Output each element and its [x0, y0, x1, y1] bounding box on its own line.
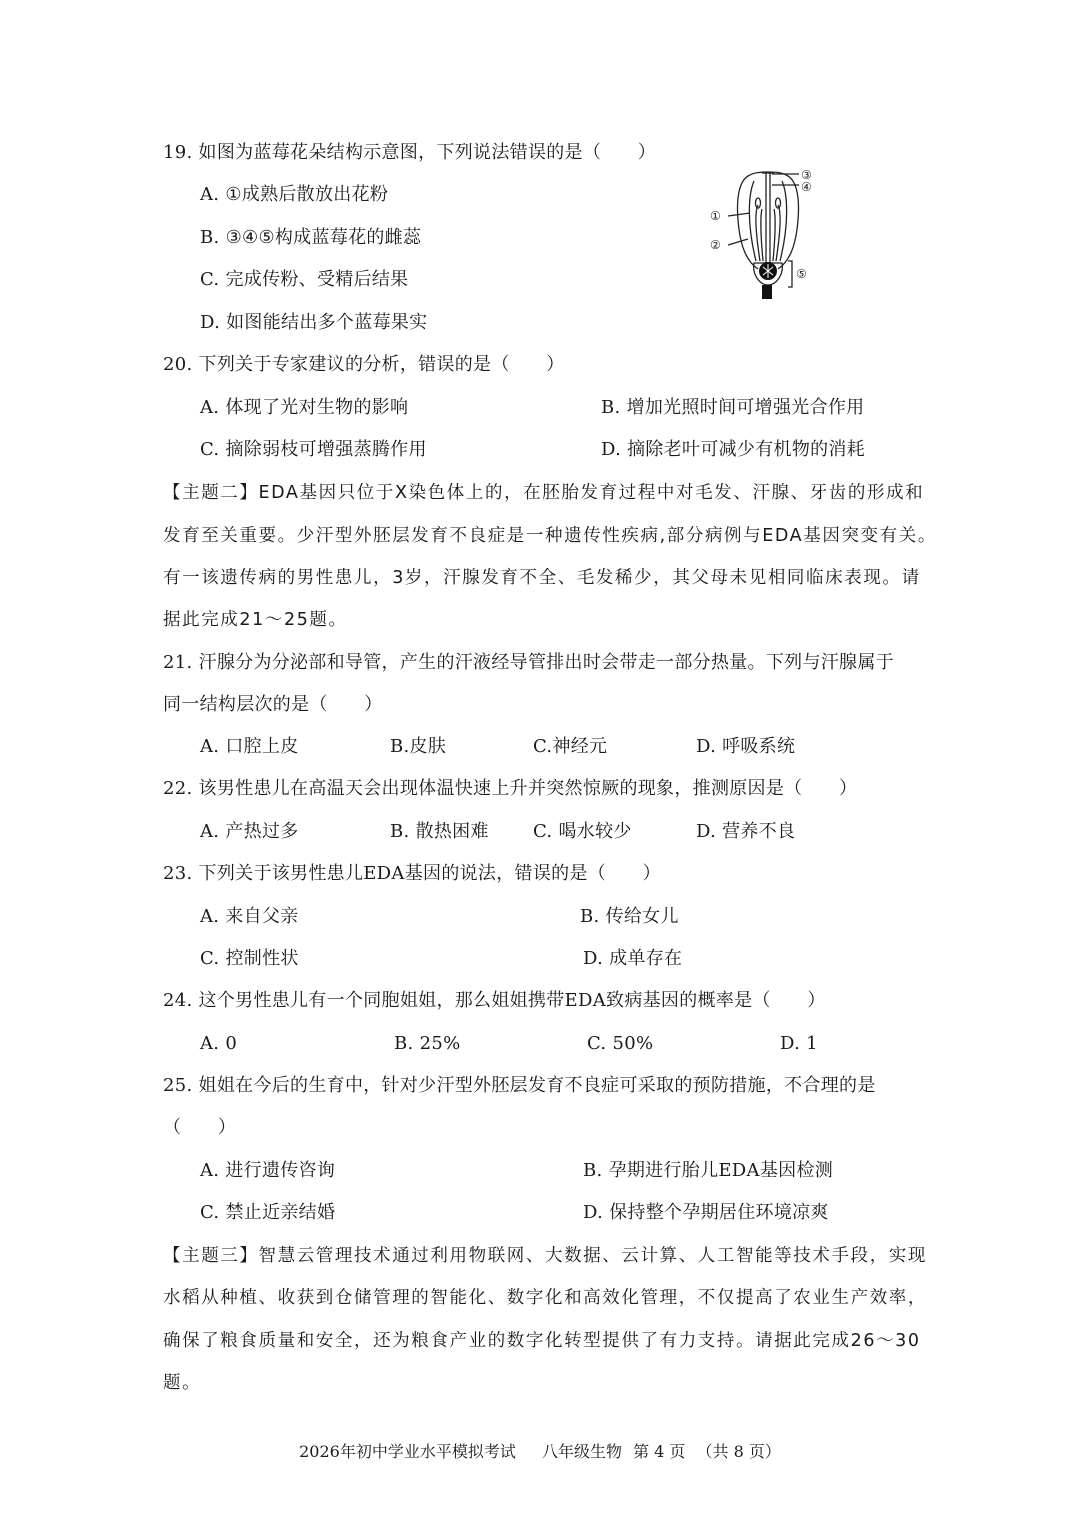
q20-option-d: D. 摘除老叶可减少有机物的消耗	[601, 439, 866, 460]
q22-option-b: B. 散热困难	[390, 821, 489, 842]
topic2-line-4: 据此完成21～25题。	[163, 610, 348, 630]
q20-option-a: A. 体现了光对生物的影响	[200, 397, 409, 418]
q20-stem: 20. 下列关于专家建议的分析，错误的是（ ）	[163, 354, 565, 375]
q19-stem: 19. 如图为蓝莓花朵结构示意图，下列说法错误的是（ ）	[163, 142, 657, 163]
q21-option-b: B.皮肤	[390, 736, 447, 757]
q21-stem-line-1: 21. 汗腺分为分泌部和导管，产生的汗液经导管排出时会带走一部分热量。下列与汗腺属于	[163, 652, 894, 673]
topic3-line-2: 水稻从种植、收获到仓储管理的智能化、数字化和高效化管理，不仅提高了农业生产效率，	[163, 1288, 927, 1308]
topic3-line-1: 【主题三】智慧云管理技术通过利用物联网、大数据、云计算、人工智能等技术手段，实现	[163, 1246, 927, 1266]
topic2-line-3: 有一该遗传病的男性患儿，3岁，汗腺发育不全、毛发稀少，其父母未见相同临床表现。请	[163, 568, 921, 588]
q21-option-a: A. 口腔上皮	[200, 736, 299, 757]
figure-label-4: ④	[801, 180, 812, 194]
q25-option-d: D. 保持整个孕期居住环境凉爽	[583, 1202, 829, 1223]
q22-option-c: C. 喝水较少	[533, 821, 632, 842]
q19-option-b: B. ③④⑤构成蓝莓花的雌蕊	[200, 227, 422, 248]
q21-option-c: C.神经元	[533, 736, 608, 757]
q25-option-c: C. 禁止近亲结婚	[200, 1202, 336, 1223]
q22-option-d: D. 营养不良	[696, 821, 796, 842]
q21-stem-line-2: 同一结构层次的是（ ）	[163, 694, 383, 715]
topic2-line-1: 【主题二】EDA基因只位于X染色体上的，在胚胎发育过程中对毛发、汗腺、牙齿的形成和	[163, 483, 925, 503]
q25-stem-line-1: 25. 姐姐在今后的生育中，针对少汗型外胚层发育不良症可采取的预防措施，不合理的是	[163, 1075, 876, 1096]
q23-option-b: B. 传给女儿	[580, 906, 679, 927]
blueberry-flower-diagram	[700, 165, 830, 305]
q23-option-d: D. 成单存在	[583, 948, 683, 969]
q23-option-a: A. 来自父亲	[200, 906, 299, 927]
figure-label-3: ③	[801, 168, 812, 182]
topic2-line-2: 发育至关重要。少汗型外胚层发育不良症是一种遗传性疾病,部分病例与EDA基因突变有关。	[163, 526, 937, 546]
q21-option-d: D. 呼吸系统	[696, 736, 796, 757]
figure-label-1: ①	[710, 209, 721, 223]
footer-page-number: 第 4 页	[633, 1442, 686, 1461]
footer-exam-name: 2026年初中学业水平模拟考试	[299, 1442, 516, 1461]
topic3-line-3: 确保了粮食质量和安全，还为粮食产业的数字化转型提供了有力支持。请据此完成26～30	[163, 1331, 921, 1351]
figure-label-5: ⑤	[796, 267, 807, 281]
q20-option-c: C. 摘除弱枝可增强蒸腾作用	[200, 439, 427, 460]
q24-option-b: B. 25%	[394, 1033, 461, 1054]
q25-option-a: A. 进行遗传咨询	[200, 1160, 336, 1181]
q24-stem: 24. 这个男性患儿有一个同胞姐姐，那么姐姐携带EDA致病基因的概率是（ ）	[163, 990, 826, 1011]
q22-option-a: A. 产热过多	[200, 821, 299, 842]
q23-stem: 23. 下列关于该男性患儿EDA基因的说法，错误的是（ ）	[163, 863, 661, 884]
q19-option-d: D. 如图能结出多个蓝莓果实	[200, 312, 428, 333]
q23-option-c: C. 控制性状	[200, 948, 299, 969]
topic3-line-4: 题。	[163, 1373, 202, 1393]
q19-option-a: A. ①成熟后散放出花粉	[200, 184, 389, 205]
q24-option-c: C. 50%	[587, 1033, 654, 1054]
q19-option-c: C. 完成传粉、受精后结果	[200, 269, 409, 290]
q20-option-b: B. 增加光照时间可增强光合作用	[601, 397, 865, 418]
q25-stem-line-2: （ ）	[163, 1117, 237, 1138]
q24-option-d: D. 1	[780, 1033, 818, 1054]
q24-option-a: A. 0	[200, 1033, 238, 1054]
figure-label-2: ②	[710, 238, 721, 252]
footer-subject: 八年级生物	[541, 1442, 622, 1461]
footer-total-pages: （共 8 页）	[696, 1442, 781, 1461]
page-footer	[0, 1441, 1080, 1463]
q25-option-b: B. 孕期进行胎儿EDA基因检测	[583, 1160, 834, 1181]
q22-stem: 22. 该男性患儿在高温天会出现体温快速上升并突然惊厥的现象，推测原因是（ ）	[163, 778, 858, 799]
